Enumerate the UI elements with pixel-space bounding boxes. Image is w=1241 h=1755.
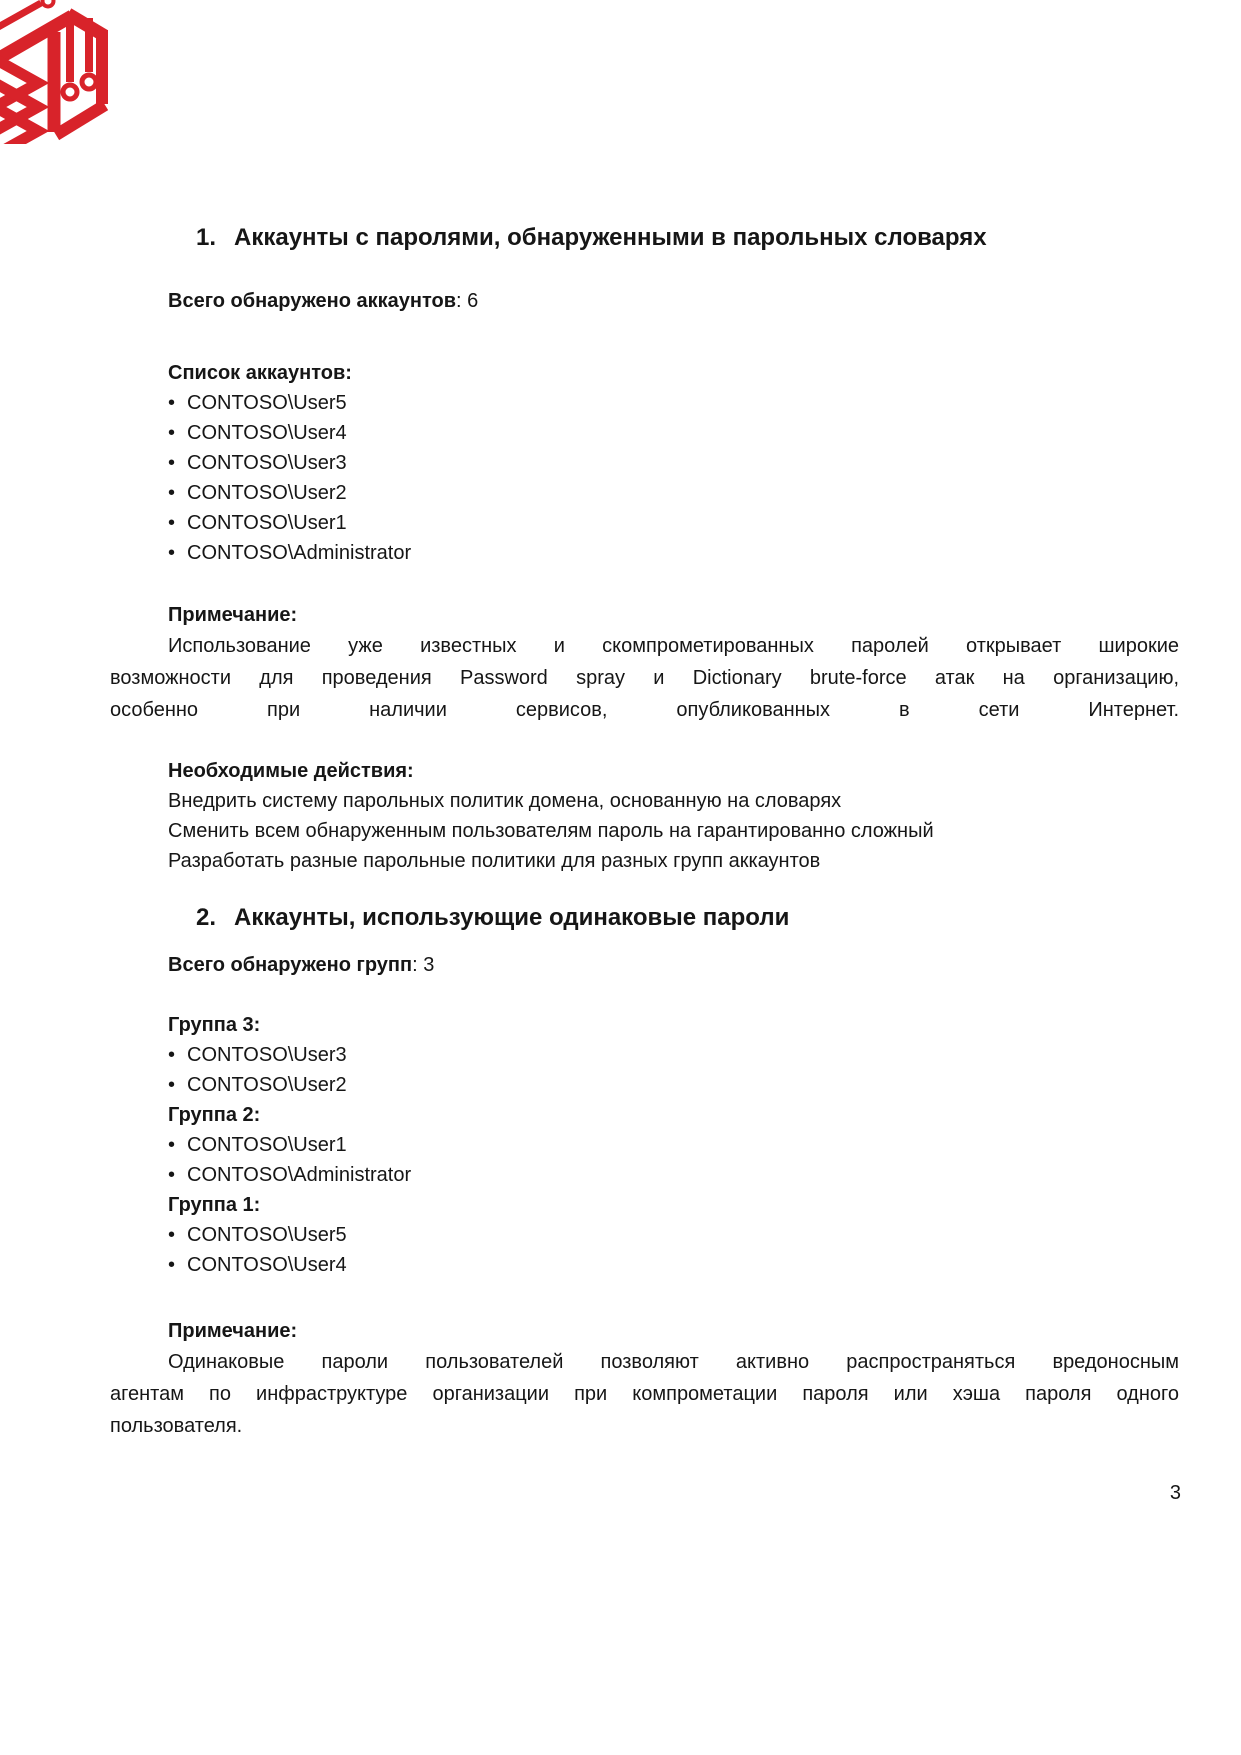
bullet-icon [168,1070,187,1100]
action-item: Внедрить систему парольных политик домена, основанную на словарях [168,790,842,812]
account-list-item [168,538,1179,568]
account-name: CONTOSO\User2 [187,482,347,504]
account-list-item [168,1070,1179,1100]
account-list-item [168,1040,1179,1070]
bullet-icon [168,1130,187,1160]
section-2-groups [110,1010,1179,1280]
account-list-item [168,508,1179,538]
account-name: CONTOSO\Administrator [187,1164,412,1186]
section-2-total-value: : 3 [412,954,435,976]
action-item: Сменить всем обнаруженным пользователям пароль на гарантированно сложный [168,820,934,842]
bullet-icon [168,418,187,448]
note-line: Одинаковые пароли пользователей позволяют активно распространяться вредоносным [168,1351,1179,1373]
bullet-icon [168,388,187,418]
account-list-item [168,418,1179,448]
section-1-note-label: Примечание: [168,604,298,626]
account-name: CONTOSO\User3 [187,452,347,474]
group-3-label: Группа 3: [168,1014,261,1036]
section-1-heading-title: Аккаунты с паролями, обнаруженными в парольных словарях [234,224,987,251]
action-item: Разработать разные парольные политики для разных групп аккаунтов [168,850,821,872]
bullet-icon [168,448,187,478]
account-name: CONTOSO\User3 [187,1044,347,1066]
section-2-heading-title: Аккаунты, использующие одинаковые пароли [234,904,790,931]
section-1-total-value: : 6 [456,290,479,312]
section-1-actions-list [110,786,1179,876]
section-2-heading-number: 2. [196,904,217,931]
account-name: CONTOSO\User1 [187,512,347,534]
bullet-icon [168,1040,187,1070]
note-line: пользователя. [110,1415,243,1437]
account-name: CONTOSO\User4 [187,422,347,444]
bullet-icon [168,508,187,538]
section-2-note-label: Примечание: [168,1320,298,1342]
note-line: возможности для проведения Password spray и Dictionary brute-force атак на организацию, [110,667,1179,689]
account-list-item [168,1220,1179,1250]
note-line: особенно при наличии сервисов, опубликованных в сети Интернет. [110,699,1179,721]
account-list-item [168,1160,1179,1190]
circuit-hexagon-logo-icon [0,0,108,144]
note-line: Использование уже известных и скомпрометированных паролей открывает широкие [168,635,1179,657]
section-1-actions-label: Необходимые действия: [168,760,414,782]
bullet-icon [168,1220,187,1250]
section-1-total-label: Всего обнаружено аккаунтов [168,290,457,312]
account-name: CONTOSO\User4 [187,1254,347,1276]
section-1-heading [110,222,1179,254]
section-2-total-label: Всего обнаружено групп [168,954,413,976]
page-number: 3 [1169,1482,1181,1504]
account-list-item [168,388,1179,418]
section-1-note-paragraph [110,630,1179,726]
bullet-icon [168,1160,187,1190]
account-name: CONTOSO\User5 [187,1224,347,1246]
section-1-total-line [168,286,1179,316]
account-list-item [168,1130,1179,1160]
bullet-icon [168,538,187,568]
document-content [110,222,1179,1442]
group-2-label: Группа 2: [168,1104,261,1126]
section-1-account-list [110,388,1179,568]
group-1-label: Группа 1: [168,1194,261,1216]
account-name: CONTOSO\User2 [187,1074,347,1096]
section-1-heading-number: 1. [196,224,217,251]
account-name: CONTOSO\User1 [187,1134,347,1156]
section-2-note-paragraph [110,1346,1179,1442]
account-list-item [168,448,1179,478]
account-list-item [168,478,1179,508]
account-list-item [168,1250,1179,1280]
note-line: агентам по инфраструктуре организации при компрометации пароля или хэша пароля одного [110,1383,1179,1405]
section-1-list-label: Список аккаунтов: [168,362,352,384]
section-2-total-line [168,950,1179,980]
bullet-icon [168,478,187,508]
account-name: CONTOSO\User5 [187,392,347,414]
section-2-heading [110,902,1179,934]
bullet-icon [168,1250,187,1280]
account-name: CONTOSO\Administrator [187,542,412,564]
